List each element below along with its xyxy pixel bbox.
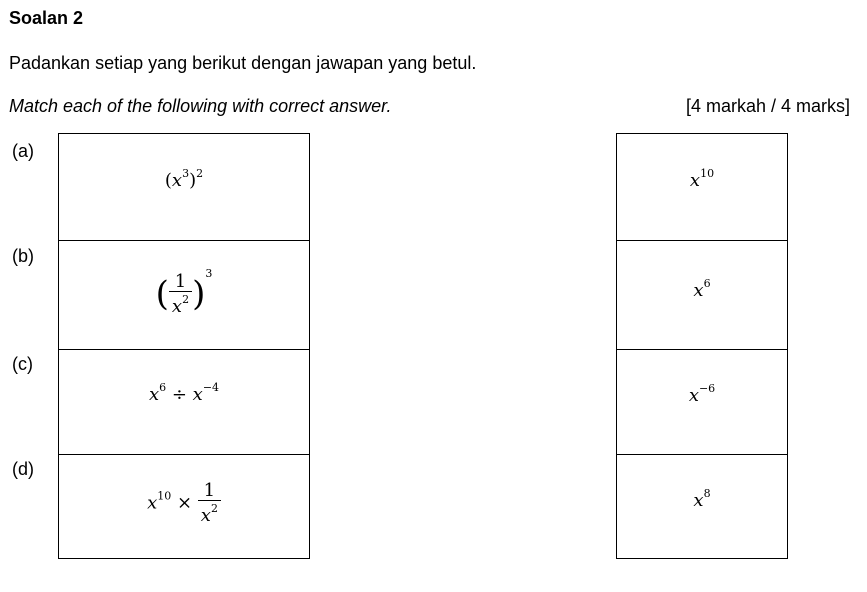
item-label-a: (a) xyxy=(12,141,34,161)
answer-expression-3: $x^{-6}$ xyxy=(688,382,716,406)
instruction-english: Match each of the following with correct answer. xyxy=(9,96,392,116)
answer-expression-1: $x^{10}$ xyxy=(689,167,715,191)
answer-box-2[interactable] xyxy=(617,241,787,350)
answer-column xyxy=(616,133,788,559)
marks-allocation: [4 markah / 4 marks] xyxy=(685,96,850,116)
question-title: Soalan 2 xyxy=(9,8,84,28)
item-label-d: (d) xyxy=(12,459,34,479)
question-column xyxy=(58,133,310,559)
expression-b: ( $\frac{1}{x^2}$ )$^3$ xyxy=(155,267,213,317)
question-box-c[interactable] xyxy=(59,350,309,455)
expression-a: $(x^3)^2$ xyxy=(164,167,204,191)
answer-box-1[interactable] xyxy=(617,134,787,241)
expression-d: $x^{10}$ × $\frac{1}{x^2}$ xyxy=(59,482,309,525)
answer-box-4[interactable] xyxy=(617,455,787,559)
item-label-c: (c) xyxy=(12,354,33,374)
answer-box-3[interactable] xyxy=(617,350,787,455)
question-box-d[interactable] xyxy=(59,455,309,559)
answer-expression-2: $x^6$ xyxy=(693,277,711,301)
answer-expression-4: $x^8$ xyxy=(693,487,711,511)
instruction-malay: Padankan setiap yang berikut dengan jawapan yang betul. xyxy=(9,53,477,73)
question-box-a[interactable] xyxy=(59,134,309,241)
question-box-b[interactable] xyxy=(59,241,309,350)
item-label-b: (b) xyxy=(12,246,34,266)
expression-c: $x^6 \div x^{-4}$ xyxy=(148,381,220,405)
